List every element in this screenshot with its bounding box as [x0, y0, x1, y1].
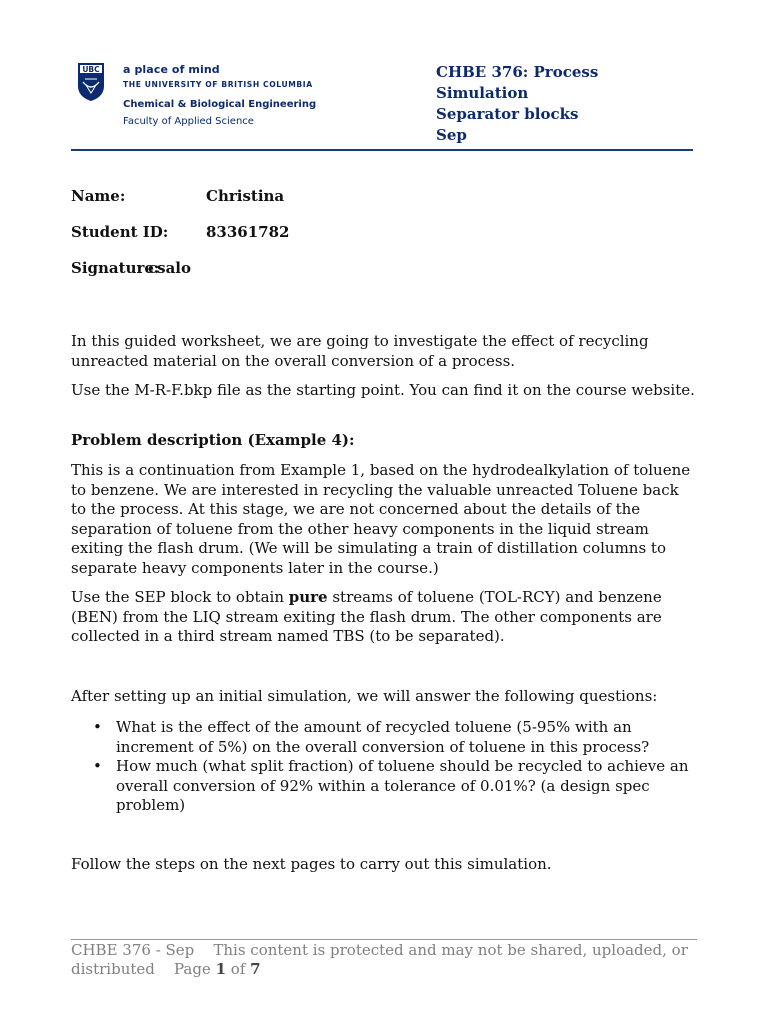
- footer-doc-name: CHBE 376 - Sep: [71, 941, 195, 959]
- ubc-crest-icon: [77, 62, 105, 102]
- svg-text:UBC: UBC: [82, 65, 100, 74]
- footer-page-number: 1: [215, 960, 227, 978]
- ubc-logo: [77, 62, 327, 132]
- footer-page-word: Page: [173, 960, 211, 978]
- problem-heading: Problem description (Example 4):: [71, 431, 355, 449]
- sep-text-before: Use the SEP block to obtain: [71, 588, 289, 606]
- student-id-field: [71, 223, 290, 241]
- after-setup-paragraph: After setting up an initial simulation, we will answer the following questions:: [71, 687, 658, 705]
- course-title-line2: Simulation: [436, 84, 529, 102]
- signature-field: [71, 259, 192, 277]
- header-divider: [71, 149, 693, 151]
- course-title: [436, 62, 686, 146]
- list-item: [71, 757, 697, 816]
- follow-steps-paragraph: Follow the steps on the next pages to carry out this simulation.: [71, 855, 552, 873]
- course-title-line4: Sep: [436, 126, 467, 144]
- student-id-label: Student ID:: [71, 223, 169, 241]
- footer-page-total: 7: [250, 960, 261, 978]
- sep-block-paragraph: [71, 588, 697, 647]
- page-footer: [71, 941, 697, 979]
- course-title-line1: CHBE 376: Process: [436, 63, 599, 81]
- name-value: Christina: [206, 187, 285, 205]
- name-label: Name:: [71, 187, 126, 205]
- question-text: What is the effect of the amount of recycled toluene (5-95% with an increment of 5%) on the overall conversion of toluene in this process?: [116, 718, 650, 756]
- sep-text-bold: pure: [288, 588, 328, 606]
- bullet-icon: •: [93, 757, 102, 776]
- continuation-paragraph: This is a continuation from Example 1, based on the hydrodealkylation of toluene to benzene. We are interested in recycling the valuable unreacted Toluene back to the process. At this stage, we are not concerned about the details of the separation of toluene from the other heavy components in the liquid stream exiting the flash drum. (We will be simulating a train of distillation columns to separate heavy components later in the course.): [71, 461, 691, 577]
- logo-department: Chemical & Biological Engineering: [123, 99, 317, 110]
- footer-of-word: of: [230, 960, 246, 978]
- student-id-value: 83361782: [206, 223, 290, 241]
- logo-tagline: a place of mind: [123, 63, 220, 76]
- sep-text-after: streams of toluene (TOL-RCY) and benzene (BEN) from the LIQ stream exiting the flash drum. The other components are collected in a third stream named TBS (to be separated).: [71, 588, 662, 646]
- list-item: [71, 718, 697, 757]
- questions-list: [71, 718, 697, 816]
- name-field: [71, 187, 285, 205]
- footer-divider: [71, 939, 697, 940]
- signature-value: csalo: [148, 259, 192, 277]
- logo-university: THE UNIVERSITY OF BRITISH COLUMBIA: [123, 80, 313, 89]
- starting-file-paragraph: Use the M-R-F.bkp file as the starting point. You can find it on the course website.: [71, 381, 695, 399]
- footer-notice: This content is protected and may not be shared, uploaded, or distributed: [71, 941, 688, 978]
- course-title-line3: Separator blocks: [436, 105, 579, 123]
- question-text: How much (what split fraction) of toluene should be recycled to achieve an overall conversion of 92% within a tolerance of 0.01%? (a design spec problem): [116, 757, 689, 815]
- logo-faculty: Faculty of Applied Science: [123, 116, 254, 127]
- signature-label: Signature:: [71, 259, 160, 277]
- bullet-icon: •: [93, 718, 102, 736]
- intro-paragraph: In this guided worksheet, we are going to investigate the effect of recycling unreacted material on the overall conversion of a process.: [71, 332, 649, 370]
